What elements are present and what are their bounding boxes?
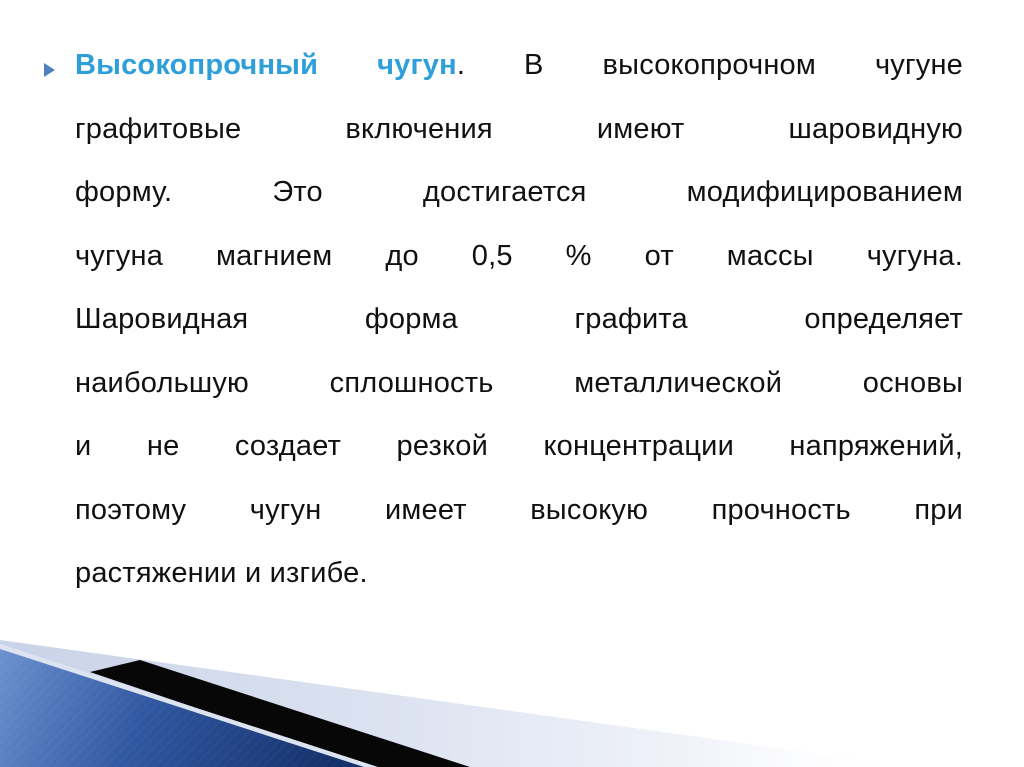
decor-separator-line — [0, 644, 378, 767]
text-line — [75, 34, 963, 98]
decor-blue-texture — [0, 649, 364, 767]
text-line: поэтому чугун имеет высокую прочность при — [75, 493, 963, 526]
key-term-heading: Высокопрочный чугун — [75, 49, 457, 81]
decor-blue-triangle — [0, 649, 364, 767]
decor-black-band — [90, 660, 470, 767]
text-line: графитовые включения имеют шаровидную — [75, 112, 963, 145]
text-line: чугуна магнием до 0,5 % от массы чугуна. — [75, 239, 963, 272]
slide-body-text — [75, 34, 963, 606]
decor-light-band — [0, 640, 915, 767]
text-line: форму. Это достигается модифицированием — [75, 176, 963, 208]
text-line: и не создает резкой концентрации напряжений, — [75, 430, 963, 462]
line1-rest: . В высокопрочном чугуне — [456, 49, 963, 81]
text-line: Шаровидная форма графита определяет — [75, 303, 963, 335]
triangle-bullet-icon — [44, 63, 55, 77]
text-line: наибольшую сплошность металлической основы — [75, 366, 963, 399]
text-line: растяжении и изгибе. — [75, 557, 368, 589]
